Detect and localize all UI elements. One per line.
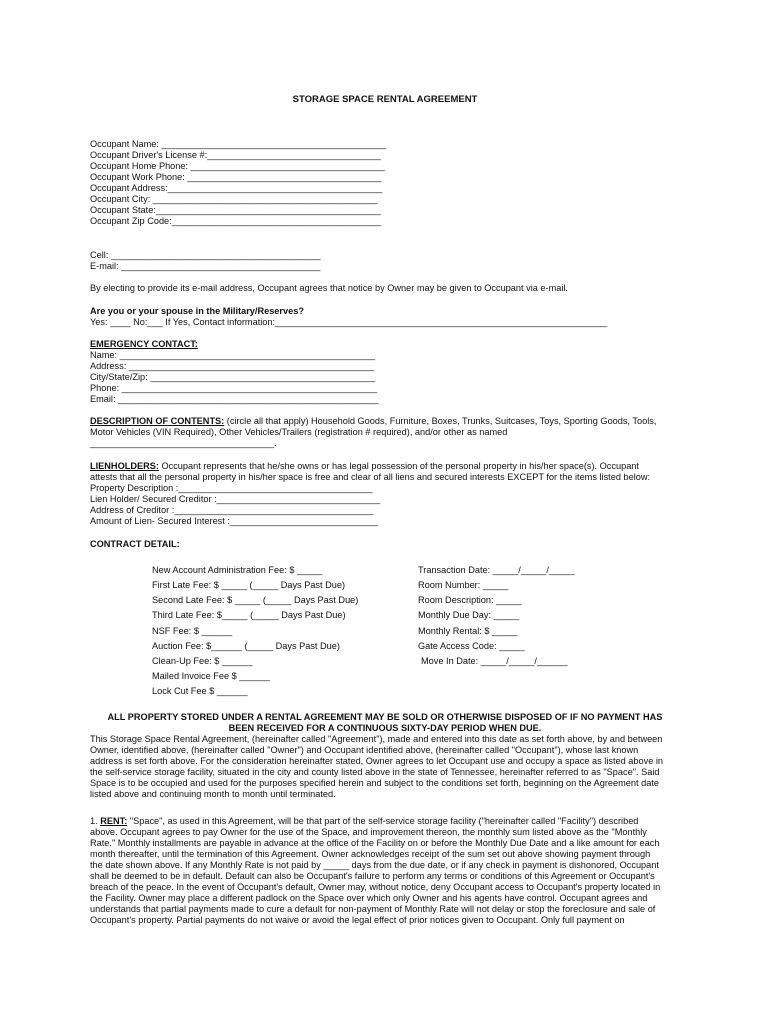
document-title: STORAGE SPACE RENTAL AGREEMENT — [292, 94, 478, 105]
description-heading: DESCRIPTION OF CONTENTS: — [90, 416, 225, 426]
lienholders-heading: LIENHOLDERS: — [90, 461, 159, 471]
emergency-name-field[interactable]: Name: __________________________________________________ — [90, 350, 376, 360]
rent-line-2: above. Occupant agrees to pay Owner for the use of the Space, and improvement thereon, the monthly sum listed above as the "Monthly — [90, 827, 647, 837]
gate-access-code-field[interactable]: Gate Access Code: _____ — [418, 641, 525, 651]
rent-number: 1. — [90, 816, 101, 826]
description-text-2: Motor Vehicles (VIN Required), Other Vehicles/Trailers (registration # required), and/or other as named — [90, 427, 508, 437]
rent-line-8: the Facility. Owner may place a different padlock on the Space over which only Owner and his agents have control. Occupant agrees and — [90, 893, 648, 903]
second-late-fee-field[interactable]: Second Late Fee: $ _____ (_____ Days Past Due) — [152, 595, 359, 605]
rent-heading: RENT: — [100, 816, 128, 826]
intro-line-3: address is set forth above. For the consideration hereinafter stated, Owner agrees to let Occupant use and occupy a space as listed above in — [90, 756, 664, 766]
lien-holder-field[interactable]: Lien Holder/ Secured Creditor :________________________________ — [90, 494, 381, 504]
contract-heading: CONTRACT DETAIL: — [90, 539, 180, 549]
rent-text-1: "Space", as used in this Agreement, will be that part of the self-service storage facility ("hereinafter called "Facility") described — [127, 816, 639, 826]
transaction-date-field[interactable]: Transaction Date: _____/_____/_____ — [418, 565, 575, 575]
occupant-name-field[interactable]: Occupant Name: ____________________________________________ — [90, 139, 387, 149]
rent-line-3: Rate." Monthly installments are payable in advance at the office of the Facility on or before the Monthly Due Date and a like amount for each — [90, 838, 660, 848]
email-field[interactable]: E-mail: _______________________________________ — [90, 261, 321, 271]
occupant-address-field[interactable]: Occupant Address:__________________________________________ — [90, 183, 383, 193]
sale-warning-line-1: ALL PROPERTY STORED UNDER A RENTAL AGREEMENT MAY BE SOLD OR OTHERWISE DISPOSED OF IF NO PAYMENT HAS — [107, 712, 663, 722]
description-line-1 — [90, 416, 656, 427]
occupant-zip-field[interactable]: Occupant Zip Code:_________________________________________ — [90, 216, 382, 226]
rent-line-4: month thereafter, until the termination of this Agreement. Owner acknowledges receipt of the sum set out above showing payment through — [90, 849, 651, 859]
cleanup-fee-field[interactable]: Clean-Up Fee: $ ______ — [152, 656, 253, 666]
mailed-invoice-fee-field[interactable]: Mailed Invoice Fee $ ______ — [152, 671, 270, 681]
description-text-1: (circle all that apply) Household Goods, Furniture, Boxes, Trunks, Suitcases, Toys, Sporting Goods, Tools, — [224, 416, 657, 426]
occupant-work-phone-field[interactable]: Occupant Work Phone: ______________________________________ — [90, 172, 382, 182]
nsf-fee-field[interactable]: NSF Fee: $ ______ — [152, 626, 233, 636]
sale-warning-line-2: BEEN RECEIVED FOR A CONTINUOUS SIXTY-DAY PERIOD WHEN DUE. — [228, 723, 542, 733]
intro-line-6: listed above and continuing month to month until terminated. — [90, 789, 336, 799]
rent-line-5: the date shown above. If any Monthly Rate is not paid by _____ days from the due date, or if any check in payment is dishonored, Occupant — [90, 860, 659, 870]
lock-cut-fee-field[interactable]: Lock Cut Fee $ ______ — [152, 686, 248, 696]
emergency-heading: EMERGENCY CONTACT: — [90, 339, 198, 349]
room-description-field[interactable]: Room Description: _____ — [418, 595, 522, 605]
admin-fee-field[interactable]: New Account Administration Fee: $ _____ — [152, 565, 323, 575]
lienholders-line-1 — [90, 461, 639, 472]
room-number-field[interactable]: Room Number: _____ — [418, 580, 509, 590]
occupant-state-field[interactable]: Occupant State:____________________________________________ — [90, 205, 381, 215]
first-late-fee-field[interactable]: First Late Fee: $ _____ (_____ Days Past Due) — [152, 580, 346, 590]
cell-field[interactable]: Cell: _________________________________________ — [90, 250, 321, 260]
intro-line-5: Space is to be occupied and used for the purposes specified herein and subject to the conditions set forth, beginning on the Agreement date — [90, 778, 659, 788]
rent-line-10: Occupant's property. Partial payments do not waive or avoid the legal effect of prior notices given to Occupant. Only full payment on — [90, 915, 625, 925]
rent-line-1 — [90, 816, 638, 827]
rent-line-9: understands that partial payments made to cure a default for non-payment of Monthly Rate will not delay or stop the foreclosure and sale of — [90, 904, 656, 914]
intro-line-2: Owner, identified above, (hereinafter called "Owner") and Occupant identified above, (hereinafter called "Occupant"), whose last known — [90, 745, 639, 755]
auction-fee-field[interactable]: Auction Fee: $______ (_____ Days Past Due) — [152, 641, 340, 651]
email-notice: By electing to provide its e-mail address, Occupant agrees that notice by Owner may be given to Occupant via e-mail. — [90, 283, 568, 293]
rent-line-6: shall be deemed to be in default. Default can also be Occupant's failure to perform any terms or conditions of this Agreement or Occupant's — [90, 871, 655, 881]
occupant-home-phone-field[interactable]: Occupant Home Phone: ______________________________________ — [90, 161, 385, 171]
move-in-date-field[interactable]: Move In Date: _____/_____/______ — [421, 656, 568, 666]
intro-line-1: This Storage Space Rental Agreement, (hereinafter called "Agreement"), made and entered into this date as set forth above, by and between — [90, 734, 663, 744]
monthly-due-day-field[interactable]: Monthly Due Day: _____ — [418, 610, 520, 620]
intro-line-4: the self-service storage facility, situated in the city and county listed above in the state of Tennessee, hereinafter referred to as "Space". Said — [90, 767, 660, 777]
occupant-license-field[interactable]: Occupant Driver's License #:__________________________________ — [90, 150, 381, 160]
emergency-email-field[interactable]: Email: ___________________________________________________ — [90, 394, 379, 404]
creditor-address-field[interactable]: Address of Creditor :_______________________________________ — [90, 505, 374, 515]
third-late-fee-field[interactable]: Third Late Fee: $_____ (_____ Days Past Due) — [152, 610, 346, 620]
emergency-phone-field[interactable]: Phone: __________________________________________________ — [90, 383, 378, 393]
rent-line-7: breach of the peace. In the event of Occupant's default, Owner may, without notice, deny Occupant access to Occupant's property located in — [90, 882, 661, 892]
occupant-city-field[interactable]: Occupant City: ____________________________________________ — [90, 194, 378, 204]
emergency-city-field[interactable]: City/State/Zip: ____________________________________________ — [90, 372, 376, 382]
military-answer-field[interactable]: Yes: ____ No:___ If Yes, Contact information:_________________________________________________________________ — [90, 317, 608, 327]
lien-amount-field[interactable]: Amount of Lien- Secured Interest :_____________________________ — [90, 516, 379, 526]
lienholders-text-2: attests that all the personal property in his/her space is free and clear of all liens and secured interests EXCEPT for the items listed below: — [90, 472, 651, 482]
monthly-rental-field[interactable]: Monthly Rental: $ _____ — [418, 626, 518, 636]
lienholders-text-1: Occupant represents that he/she owns or has legal possession of the personal property in his/her space(s). Occupant — [158, 461, 639, 471]
military-question: Are you or your spouse in the Military/Reserves? — [90, 306, 304, 316]
property-description-field[interactable]: Property Description :______________________________________ — [90, 483, 373, 493]
emergency-address-field[interactable]: Address: ________________________________________________ — [90, 361, 375, 371]
description-other-field[interactable]: ____________________________________. — [90, 438, 277, 448]
